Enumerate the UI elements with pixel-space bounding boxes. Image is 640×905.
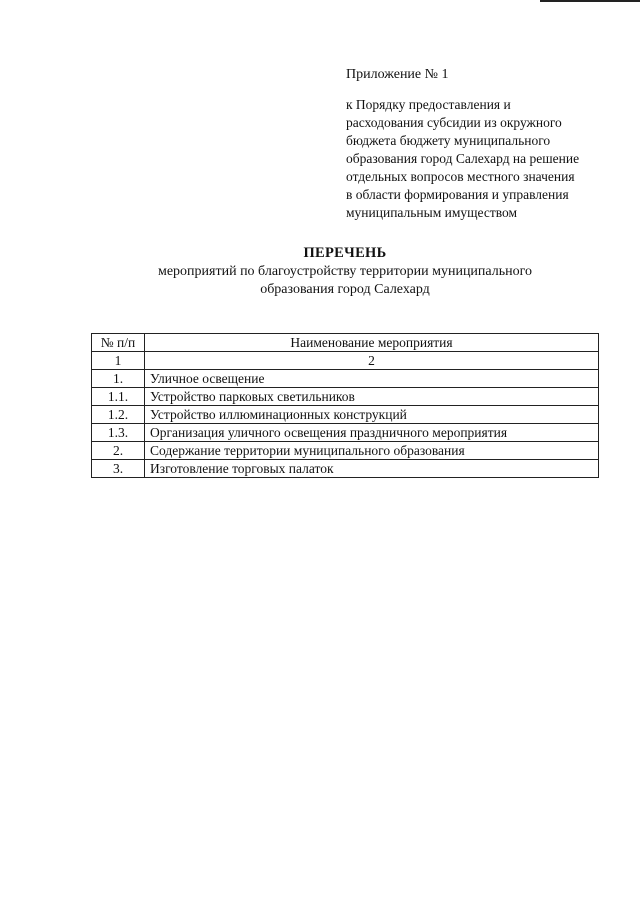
row-name: Изготовление торговых палаток bbox=[145, 460, 599, 478]
row-number: 1.1. bbox=[92, 388, 145, 406]
document-title: ПЕРЕЧЕНЬ bbox=[303, 245, 387, 261]
document-subtitle-line1: мероприятий по благоустройству территории муниципального bbox=[157, 264, 533, 279]
document-subtitle-line2: образования город Салехард bbox=[260, 282, 430, 297]
table-row bbox=[92, 424, 599, 442]
row-name: Организация уличного освещения праздничного мероприятия bbox=[145, 424, 599, 442]
table-row bbox=[92, 406, 599, 424]
row-number: 1.3. bbox=[92, 424, 145, 442]
table-header-row bbox=[92, 334, 599, 352]
row-name: Устройство иллюминационных конструкций bbox=[145, 406, 599, 424]
appendix-line: бюджета бюджету муниципального bbox=[346, 133, 551, 148]
row-number: 2. bbox=[92, 442, 145, 460]
appendix-line: в области формирования и управления bbox=[346, 187, 569, 202]
appendix-number: Приложение № 1 bbox=[346, 67, 449, 82]
scan-edge-mark bbox=[540, 0, 640, 2]
appendix-line: отдельных вопросов местного значения bbox=[346, 169, 575, 184]
table-row bbox=[92, 442, 599, 460]
appendix-line: муниципальным имуществом bbox=[346, 205, 518, 220]
column-number-1: 1 bbox=[92, 352, 145, 370]
row-name: Устройство парковых светильников bbox=[145, 388, 599, 406]
table-column-numbers-row bbox=[92, 352, 599, 370]
table-row bbox=[92, 460, 599, 478]
appendix-block bbox=[346, 66, 626, 222]
header-name: Наименование мероприятия bbox=[145, 334, 599, 352]
row-name: Уличное освещение bbox=[145, 370, 599, 388]
row-name: Содержание территории муниципального образования bbox=[145, 442, 599, 460]
table-row bbox=[92, 370, 599, 388]
row-number: 3. bbox=[92, 460, 145, 478]
column-number-2: 2 bbox=[145, 352, 599, 370]
row-number: 1. bbox=[92, 370, 145, 388]
table-row bbox=[92, 388, 599, 406]
row-number: 1.2. bbox=[92, 406, 145, 424]
appendix-line: образования город Салехард на решение bbox=[346, 151, 580, 166]
measures-table bbox=[91, 333, 599, 478]
appendix-line: расходования субсидии из окружного bbox=[346, 115, 562, 130]
appendix-line: к Порядку предоставления и bbox=[346, 97, 511, 112]
heading-block bbox=[90, 244, 600, 299]
header-number: № п/п bbox=[92, 334, 145, 352]
